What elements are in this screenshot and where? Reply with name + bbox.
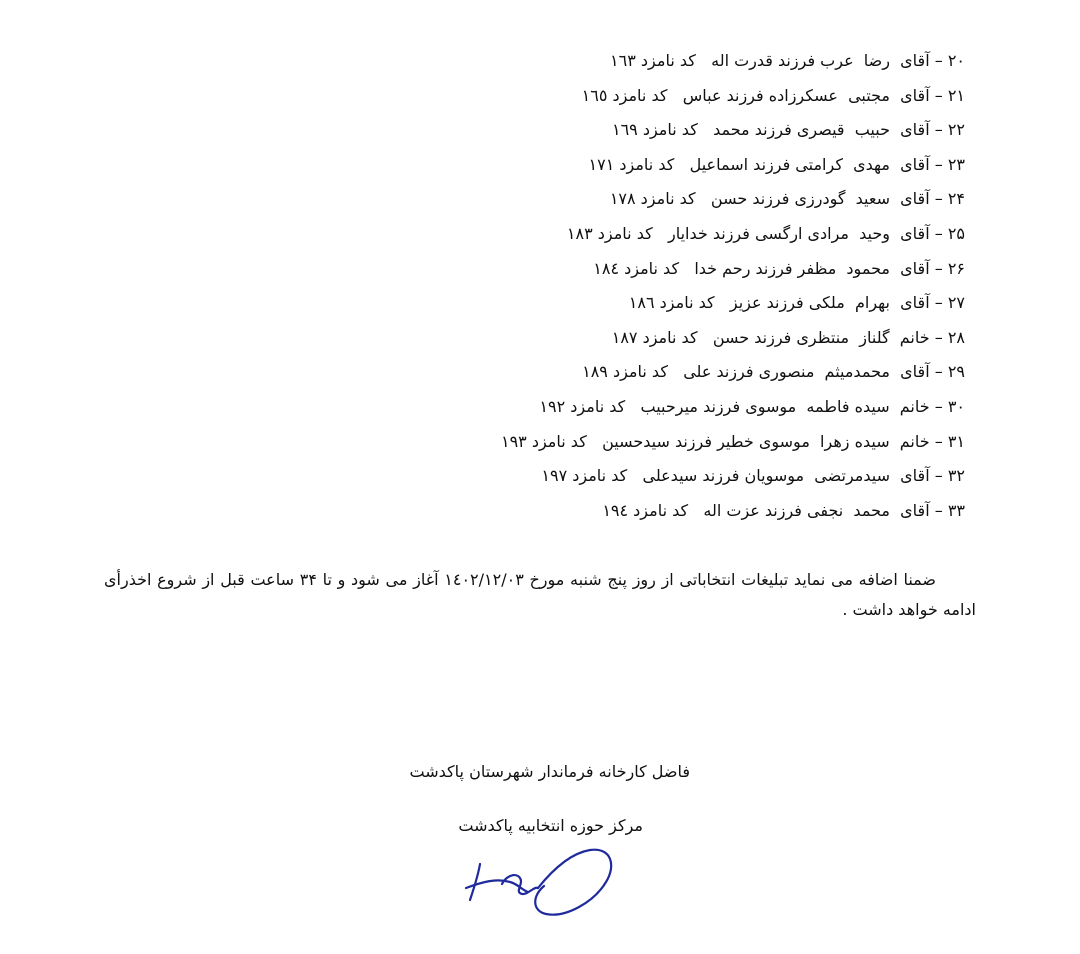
candidate-text: ٣٢ – آقای سیدمرتضی موسویان فرزند سیدعلی کد نامزد ١٩٧: [541, 466, 965, 486]
candidate-text: ٢٣ – آقای مهدی کرامتی فرزند اسماعیل کد نامزد ١٧١: [588, 154, 965, 174]
candidate-row: [345, 355, 965, 390]
office-title: مرکز حوزه انتخابیه پاکدشت: [458, 816, 643, 835]
candidate-text: ٣٣ – آقای محمد نجفی فرزند عزت اله کد نامزد ١٩٤: [602, 500, 965, 520]
candidate-row: [345, 44, 965, 79]
candidate-row: [345, 425, 965, 460]
candidate-text: ٢٧ – آقای بهرام ملکی فرزند عزیز کد نامزد ١٨٦: [628, 293, 965, 313]
candidate-text: ٢٠ – آقای رضا عرب فرزند قدرت اله کد نامزد ١٦٣: [610, 51, 965, 70]
candidate-text: ٢١ – آقای مجتبی عسکرزاده فرزند عباس کد نامزد ١٦٥: [581, 85, 965, 105]
candidate-text: ٢۴ – آقای سعید گودرزی فرزند حسن کد نامزد ١٧٨: [609, 189, 965, 209]
candidate-row: [345, 286, 965, 321]
candidate-row: [345, 390, 965, 425]
candidate-list: [345, 44, 965, 528]
candidate-text: ٣١ – خانم سیده زهرا موسوی خطیر فرزند سیدحسین کد نامزد ١٩٣: [500, 431, 965, 451]
candidate-text: ٢۵ – آقای وحید مرادی ارگسی فرزند خدایار کد نامزد ١٨٣: [566, 223, 965, 243]
candidate-text: ٢٩ – آقای محمدمیثم منصوری فرزند علی کد نامزد ١٨٩: [582, 362, 965, 382]
candidate-row: [345, 252, 965, 287]
candidate-text: ٢٢ – آقای حبیب قیصری فرزند محمد کد نامزد ١٦٩: [611, 120, 965, 140]
candidate-row: [345, 79, 965, 114]
candidate-row: [345, 459, 965, 494]
candidate-row: [345, 148, 965, 183]
candidate-row: [345, 217, 965, 252]
candidate-text: ٣٠ – خانم سیده فاطمه موسوی فرزند میرحبیب کد نامزد ١٩٢: [539, 396, 965, 416]
signature-image: [462, 842, 622, 922]
candidate-row: [345, 494, 965, 529]
campaign-notice-paragraph: ضمنا اضافه می نماید تبلیغات انتخاباتی از روز پنج شنبه مورخ ١٤٠٢/١٢/٠٣ آغاز می شود و تا ٣۴ ساعت قبل از شروع اخذرأی ادامه خواهد داشت .: [104, 570, 976, 619]
candidate-row: [345, 113, 965, 148]
signer-title: فاضل کارخانه فرماندار شهرستان پاکدشت: [409, 762, 690, 781]
candidate-row: [345, 321, 965, 356]
candidate-row: [345, 182, 965, 217]
candidate-text: ٢٨ – خانم گلناز منتظری فرزند حسن کد نامزد ١٨٧: [611, 327, 965, 347]
candidate-text: ٢۶ – آقای محمود مظفر فرزند رحم خدا کد نامزد ١٨٤: [593, 258, 965, 278]
